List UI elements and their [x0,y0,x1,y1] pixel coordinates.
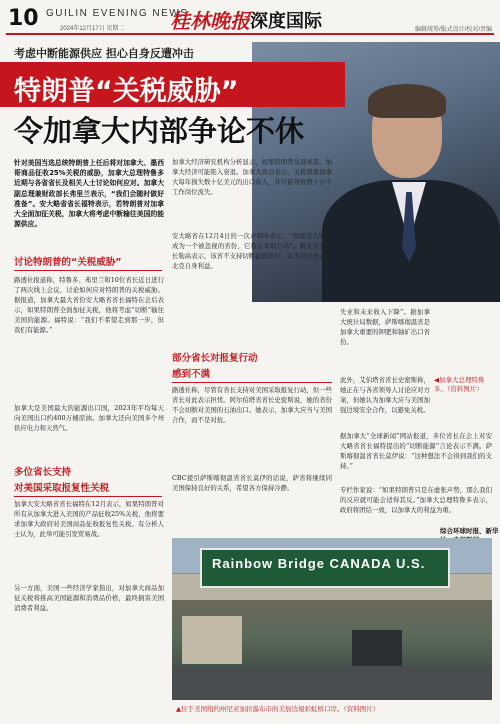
col3-para-c: 据加拿大“全球新闻”网站报道，多位省长在会上对安大略省省长福特提出的“切断能源”言论表示不满。萨斯喀彻温省省长莫伊说：“这种想法不会得到我们的支持。” [340,432,492,470]
bridge-photo-caption: ▲位于美国纽约州尼亚加拉瀑布市的美加边境彩虹桥口岸。（资料图片） [176,705,380,713]
col2-para-a: 加拿大经济研究机构分析显示，如果特朗普兑现承诺，加拿大经济可能陷入衰退。加拿大商会表示，关税将使加拿大每年损失数十亿美元的出口收入，并可能导致数十万个工作岗位流失。 [172,158,332,196]
subhead-5: 感到不满 [172,369,211,380]
subhead-5-rule [172,382,332,383]
photo-road [172,666,492,700]
masthead-rule [6,33,494,35]
headline-main: 特朗普“关税威胁” [14,76,239,107]
col2-para-c: 路透社称，尽管有省长支持对美国采取报复行动，但一些省长对此表示担忧。阿尔伯塔省省长史密斯说，她的省份不会切断对美国的石油出口。她表示，加拿大应当与美国合作，而不是对抗。 [172,386,332,424]
subhead-1-rule [14,270,162,271]
col2-para-d: CBC援引萨斯喀彻温省省长莫伊的话说，萨省将继续同美国保持良好的关系，希望各方保持冷静。 [172,474,332,492]
col1-para-a: 路透社报道称，特鲁多、弗里兰和10位省长近日进行了两次线上会议，讨论如何应对特朗普的关税威胁。据报道，加拿大最大省份安大略省省长福特在会后表示，如果特朗普全面加征关税，他将考虑“切断”输往美国的能源。福特说：“我们不希望走到那一步，但我们有能源。” [14,276,164,334]
brand-logo: 桂林晚报 [170,9,250,33]
page-number: 10 [8,6,39,31]
kicker: 考虑中断能源供应 担心自身反遭冲击 [14,47,194,60]
subhead-3: 对美国采取报复性关税 [14,483,110,494]
col3-para-a: 失业和未来收入下降”。据加拿大统计局数据，萨斯喀彻温省是加拿大重要的钾肥和铀矿出口省份。 [340,308,430,346]
col3-para-b: 此外，艾伯塔省省长史密斯称，她正在与各省领导人讨论应对方案，但她认为加拿大应与美国加强边境安全合作，以避免关税。 [340,376,430,414]
col1-para-b: 加拿大是美国最大的能源出口国，2023年平均每天向美国出口约400万桶原油。加拿大还向美国多个州供应电力和天然气。 [14,404,164,432]
subhead-2: 多位省长支持 [14,467,72,478]
bridge-photo [172,538,492,700]
lead-paragraph: 针对美国当选总统特朗普上任后将对加拿大、墨西哥商品征收25%关税的威胁，加拿大总理特鲁多近期与各省省长及相关人士讨论如何应对。加拿大副总理兼财政部长弗里兰表示，“我们会随时做好准备”。安大略省省长福特表示，若特朗普对加拿大全面加征关税，加拿大将考虑中断输往美国的能源供应。 [14,159,164,229]
editors-line: 编辑统筹/版式设计/校对/责编 [414,27,492,33]
col3-para-d: 专栏作家说：“如果特朗普只是在虚张声势，那么我们的反应就可能会适得其反。”加拿大总理特鲁多表示，政府将团结一致，以加拿大的利益为重。 [340,486,492,514]
masthead [0,0,500,36]
paper-name: GUILIN EVENING NEWS [46,8,189,19]
photo-truck [182,616,242,664]
photo-sign-text: Rainbow Bridge CANADA U.S. [212,556,426,571]
byline: 综合环球时报、新华 [440,527,499,535]
subhead-1: 讨论特朗普的“关税威胁” [14,257,122,268]
col1-para-c: 加拿大安大略省省长福特在12月表示，如果特朗普对所有从加拿大进入美国的产品征收25%关税，他将要求加拿大政府对美国商品征收报复性关税。有分析人士认为，此举可能引发贸易战。 [14,500,164,538]
photo-hair [368,84,446,118]
lead-photo-caption: ◀加拿大总理特鲁多。（资料图片） [434,376,485,394]
section-title: 深度国际 [250,11,322,32]
photo-car [352,630,402,666]
date-line: 2024年12月17日 星期二 [60,26,125,32]
col2-para-b: 安大略省在12月4日的一次声明中表示，“如果安大略省成为一个被忽视的省份，它将会采取行动”。魁北克省省长勒高表示，该省不支持切断能源供应，认为这会伤害魁北克自身利益。 [172,232,332,270]
headline-secondary: 令加拿大内部争论不休 [14,114,305,148]
subhead-3-rule [14,496,162,497]
subhead-4: 部分省长对报复行动 [172,353,258,364]
col1-para-e: 另一方面，美国一些经济学家指出，对加拿大商品加征关税将推高美国能源和消费品价格，最终损害美国消费者利益。 [14,584,164,612]
